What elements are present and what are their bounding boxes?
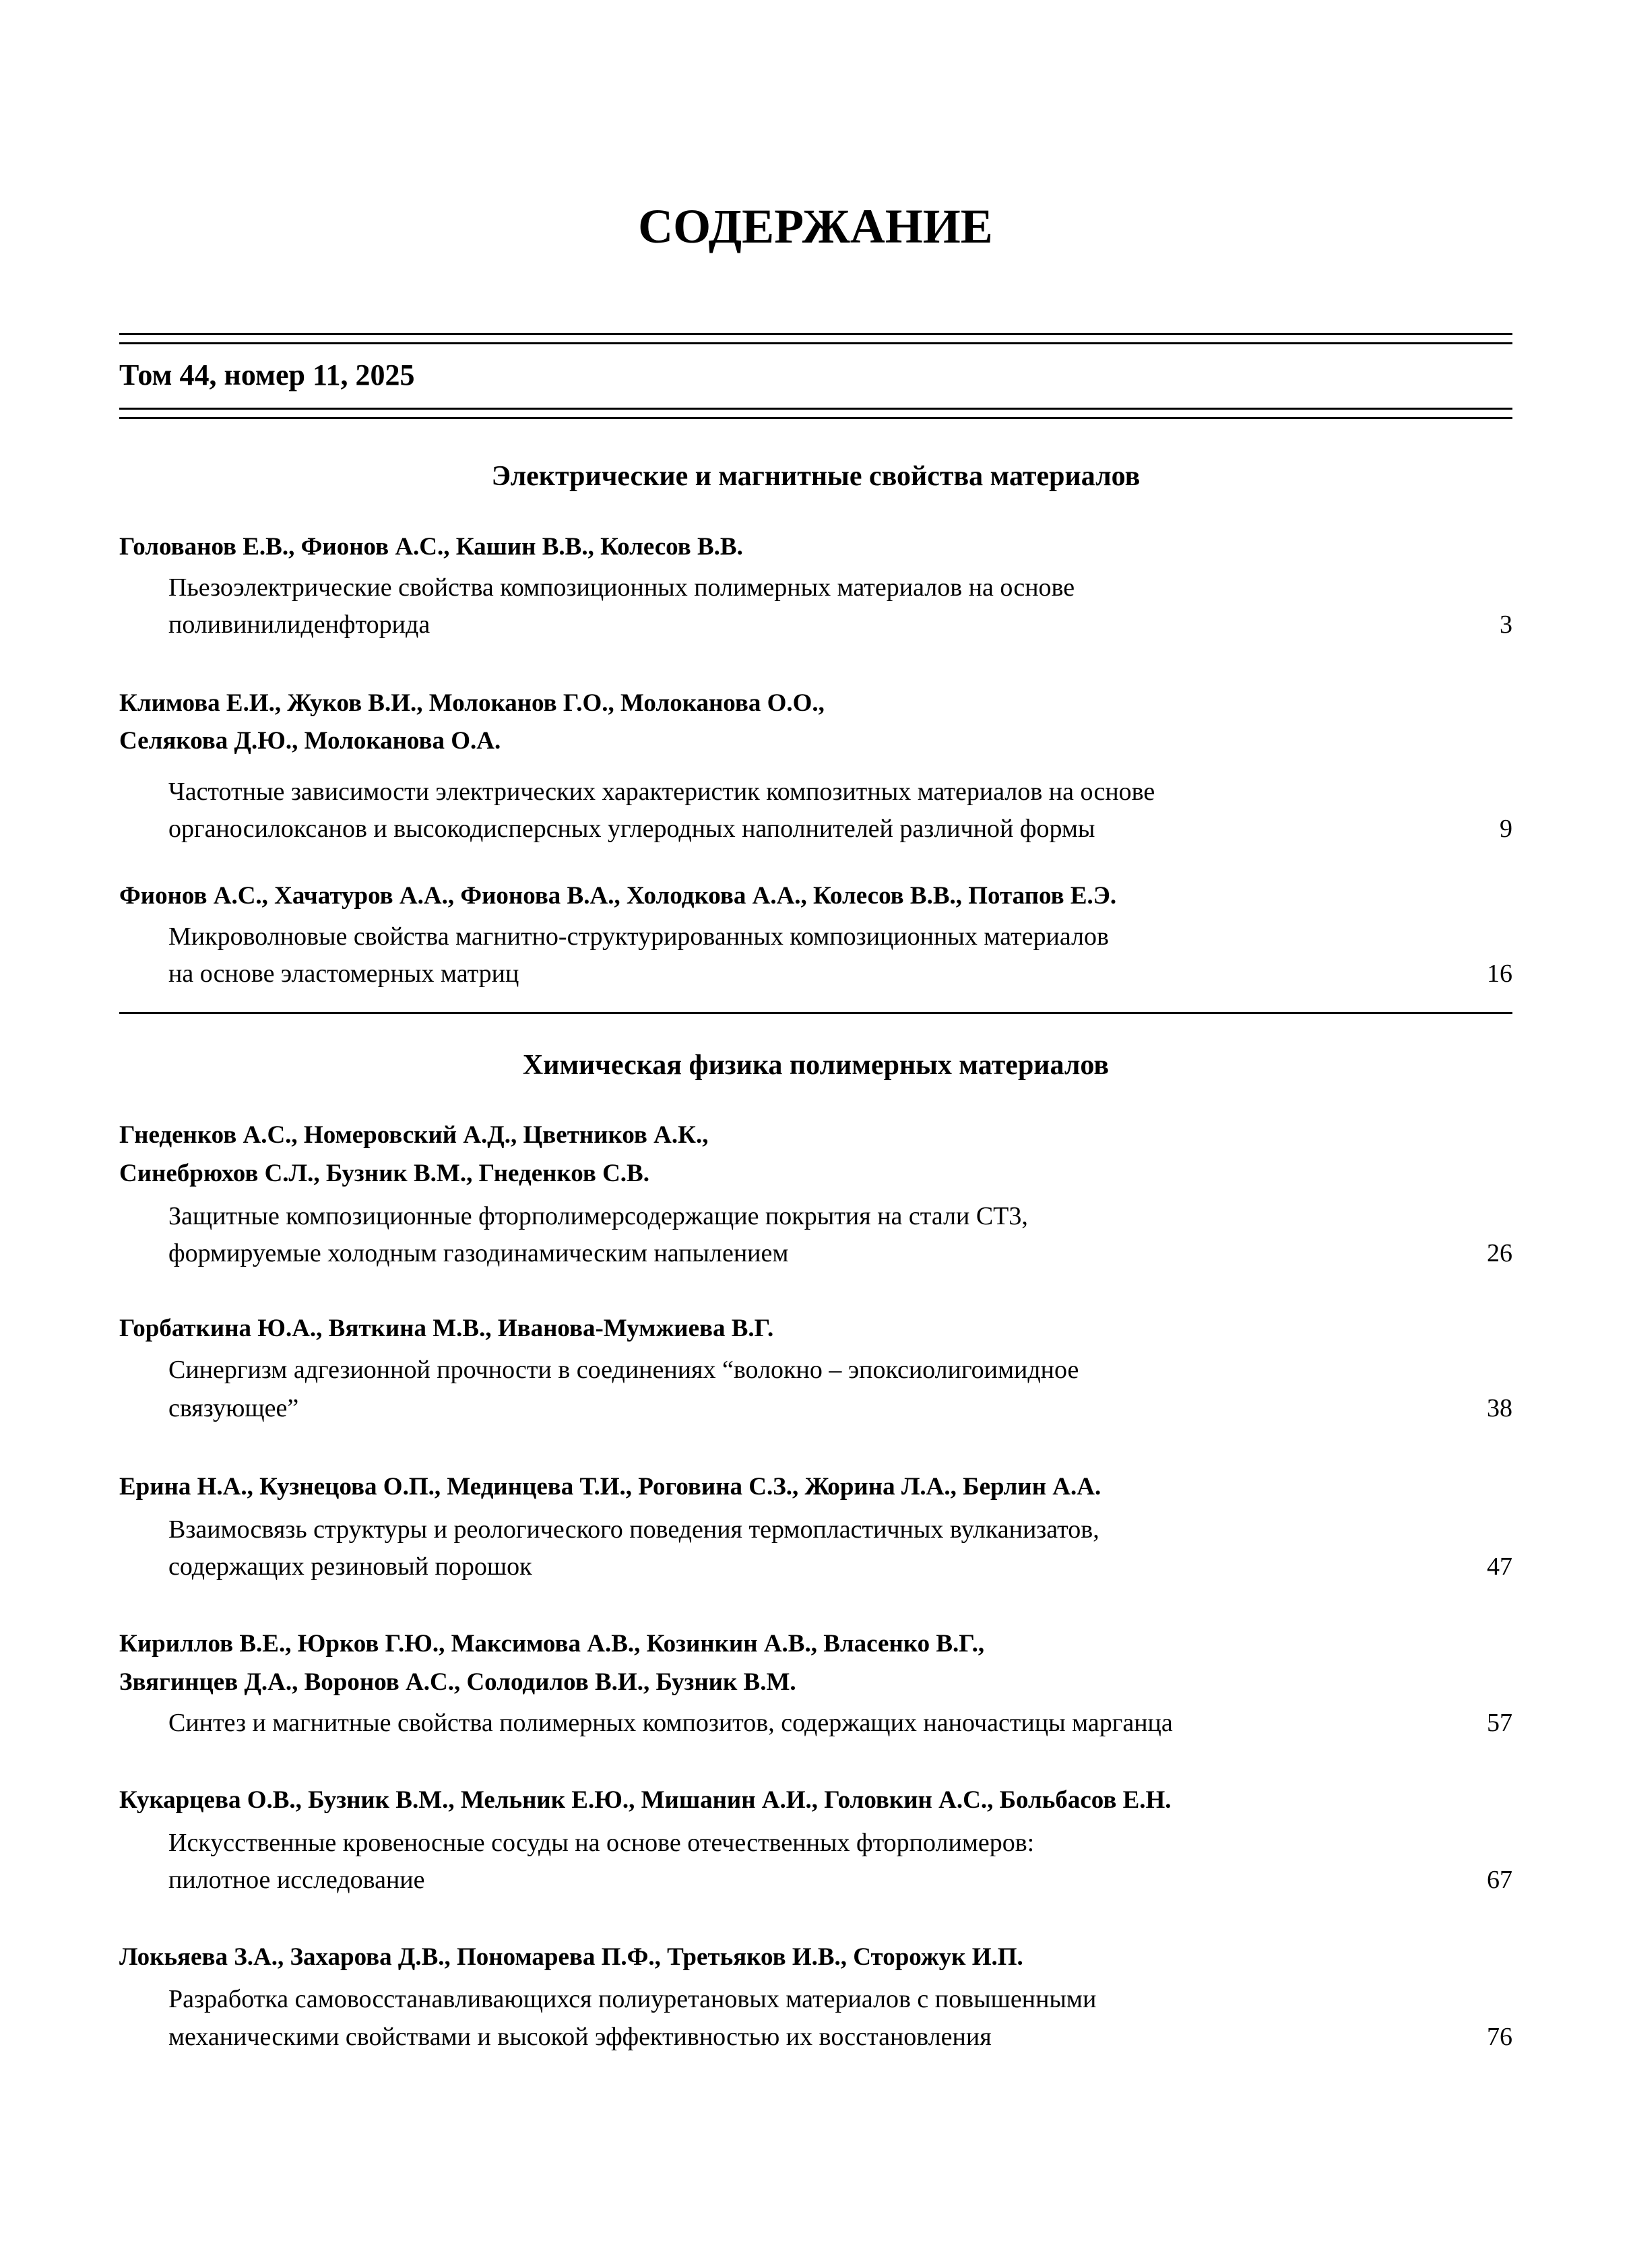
entry-page-number[interactable]: 76 <box>1487 2023 1512 2051</box>
entry-authors: Фионов А.С., Хачатуров А.А., Фионова В.А., Холодкова А.А., Колесов В.В., Потапов Е.Э. <box>119 882 1117 910</box>
entry-title-line[interactable]: Частотные зависимости электрических характеристик композитных материалов на основе <box>168 778 1155 806</box>
entry-title-line[interactable]: Разработка самовосстанавливающихся полиуретановых материалов с повышенными <box>168 1985 1097 2013</box>
entry-authors: Климова Е.И., Жуков В.И., Молоканов Г.О., Молоканова О.О., <box>119 689 825 717</box>
entry-authors: Звягинцев Д.А., Воронов А.С., Солодилов В.И., Бузник В.М. <box>119 1668 796 1696</box>
entry-page-number[interactable]: 57 <box>1487 1709 1512 1737</box>
section-divider <box>119 1012 1512 1014</box>
section-heading: Электрические и магнитные свойства материалов <box>491 461 1141 492</box>
entry-page-number[interactable]: 9 <box>1500 815 1512 843</box>
entry-title-line[interactable]: формируемые холодным газодинамическим напылением <box>168 1239 789 1267</box>
entry-authors: Голованов Е.В., Фионов А.С., Кашин В.В., Колесов В.В. <box>119 533 743 561</box>
entry-authors: Гнеденков А.С., Номеровский А.Д., Цветников А.К., <box>119 1121 709 1149</box>
entry-authors: Кукарцева О.В., Бузник В.М., Мельник Е.Ю., Мишанин А.И., Головкин А.С., Больбасов Е.Н. <box>119 1786 1172 1814</box>
entry-title-line[interactable]: Искусственные кровеносные сосуды на основе отечественных фторполимеров: <box>168 1829 1035 1857</box>
entry-title-line[interactable]: Микроволновые свойства магнитно-структурированных композиционных материалов <box>168 922 1109 951</box>
entry-authors: Селякова Д.Ю., Молоканова О.А. <box>119 727 501 755</box>
entry-authors: Ерина Н.А., Кузнецова О.П., Мединцева Т.И., Роговина С.З., Жорина Л.А., Берлин А.А. <box>119 1473 1101 1501</box>
entry-page-number[interactable]: 67 <box>1487 1866 1512 1894</box>
entry-page-number[interactable]: 47 <box>1487 1552 1512 1581</box>
entry-title-line[interactable]: Синергизм адгезионной прочности в соединениях “волокно – эпоксиолигоимидное <box>168 1356 1079 1384</box>
double-rule-bottom-1 <box>119 408 1512 410</box>
entry-authors: Синебрюхов С.Л., Бузник В.М., Гнеденков С.В. <box>119 1160 649 1187</box>
entry-title-line[interactable]: Синтез и магнитные свойства полимерных композитов, содержащих наночастицы марганца <box>168 1709 1173 1737</box>
double-rule-top-2 <box>119 342 1512 344</box>
double-rule-top-1 <box>119 333 1512 335</box>
entry-title-line[interactable]: Защитные композиционные фторполимерсодержащие покрытия на стали СТ3, <box>168 1202 1028 1230</box>
entry-page-number[interactable]: 38 <box>1487 1394 1512 1422</box>
double-rule-bottom-2 <box>119 417 1512 419</box>
entry-authors: Кириллов В.Е., Юрков Г.Ю., Максимова А.В., Козинкин А.В., Власенко В.Г., <box>119 1630 985 1658</box>
entry-title-line[interactable]: органосилоксанов и высокодисперсных углеродных наполнителей различной формы <box>168 815 1095 843</box>
entry-title-line[interactable]: поливинилиденфторида <box>168 610 430 639</box>
entry-title-line[interactable]: на основе эластомерных матриц <box>168 959 519 988</box>
entry-page-number[interactable]: 26 <box>1487 1239 1512 1267</box>
entry-authors: Локьяева З.А., Захарова Д.В., Пономарева П.Ф., Третьяков И.В., Сторожук И.П. <box>119 1943 1023 1971</box>
entry-page-number[interactable]: 16 <box>1487 959 1512 988</box>
issue-label: Том 44, номер 11, 2025 <box>119 358 415 391</box>
entry-title-line[interactable]: Взаимосвязь структуры и реологического поведения термопластичных вулканизатов, <box>168 1515 1099 1544</box>
entry-title-line[interactable]: механическими свойствами и высокой эффективностью их восстановления <box>168 2023 992 2051</box>
entry-title-line[interactable]: пилотное исследование <box>168 1866 425 1894</box>
page-title: СОДЕРЖАНИЕ <box>638 199 993 253</box>
section-heading: Химическая физика полимерных материалов <box>522 1050 1110 1081</box>
entry-title-line[interactable]: связующее” <box>168 1394 299 1422</box>
entry-authors: Горбаткина Ю.А., Вяткина М.В., Иванова-Мумжиева В.Г. <box>119 1315 774 1342</box>
entry-title-line[interactable]: Пьезоэлектрические свойства композиционных полимерных материалов на основе <box>168 573 1075 602</box>
entry-title-line[interactable]: содержащих резиновый порошок <box>168 1552 532 1581</box>
entry-page-number[interactable]: 3 <box>1500 610 1512 639</box>
